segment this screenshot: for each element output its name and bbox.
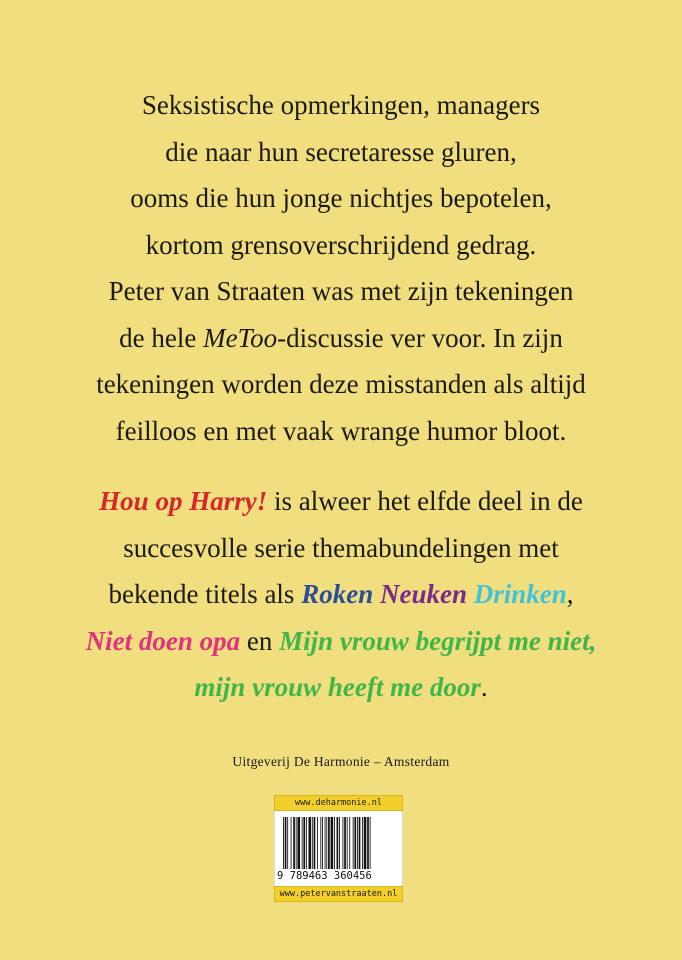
barcode-bar xyxy=(343,817,344,869)
url-top: www.deharmonie.nl xyxy=(274,795,403,811)
barcode-bar xyxy=(339,817,340,869)
barcode-bar xyxy=(359,817,361,869)
text-line xyxy=(0,478,682,525)
barcode-bar xyxy=(309,817,312,869)
barcode-bar xyxy=(337,817,339,869)
barcode-bar xyxy=(283,817,284,869)
title-niet-doen-opa: Niet doen opa xyxy=(85,625,241,656)
title-roken: Roken xyxy=(301,579,374,609)
barcode-bar xyxy=(326,817,327,869)
title-mijn-vrouw-1: Mijn vrouw begrijpt me niet, xyxy=(279,625,597,656)
text-line: tekeningen worden deze misstanden als altijd xyxy=(96,369,586,399)
barcode-bar xyxy=(291,817,292,869)
barcode-bar xyxy=(293,817,295,869)
isbn-number: 9 789463 360456 xyxy=(277,870,372,882)
text-fragment: is alweer het elfde deel in de xyxy=(267,486,583,516)
barcode-bar xyxy=(322,817,323,869)
barcode-bar xyxy=(306,817,307,869)
barcode-bar xyxy=(370,817,371,869)
text-line: Peter van Straaten was met zijn tekeningen xyxy=(108,276,574,306)
barcode-bar xyxy=(317,817,318,869)
barcode-block xyxy=(274,795,403,902)
text-line xyxy=(0,618,682,665)
barcode-bar xyxy=(320,817,321,869)
barcode-bar xyxy=(328,817,330,869)
text-fragment: bekende titels als xyxy=(108,579,302,609)
text-line: die naar hun secretaresse gluren, xyxy=(165,136,517,167)
barcode-bar xyxy=(287,817,288,869)
barcode-bar xyxy=(353,817,354,869)
barcode-bar xyxy=(312,817,313,869)
series-paragraph xyxy=(0,478,682,711)
barcode-bar xyxy=(314,817,316,869)
barcode-bar xyxy=(367,817,369,869)
barcode-bar xyxy=(344,817,346,869)
text-line: kortom grensoverschrijdend gedrag. xyxy=(145,229,537,260)
text-line xyxy=(0,315,682,362)
text-line xyxy=(0,664,682,711)
barcode-bar xyxy=(297,817,300,869)
barcode-bar xyxy=(357,817,358,869)
text-line xyxy=(0,571,682,618)
metoo-italic: MeToo xyxy=(203,322,278,353)
text-fragment: , xyxy=(566,579,574,609)
barcode-bar xyxy=(303,817,305,869)
barcode-bar xyxy=(349,817,350,869)
barcode-bar xyxy=(334,817,335,869)
description-paragraph xyxy=(0,82,682,454)
barcode-bar xyxy=(354,817,356,869)
text-fragment: -discussie ver voor. In zijn xyxy=(277,322,563,353)
barcode-bar xyxy=(285,817,287,869)
title-hou-op-harry: Hou op Harry! xyxy=(99,486,268,516)
text-line: Seksistische opmerkingen, managers xyxy=(141,90,541,120)
publisher-line: Uitgeverij De Harmonie – Amsterdam xyxy=(232,754,450,769)
text-fragment: en xyxy=(240,625,280,656)
url-bottom: www.petervanstraaten.nl xyxy=(274,886,403,902)
title-drinken: Drinken xyxy=(473,579,567,609)
title-neuken: Neuken xyxy=(379,579,467,609)
barcode-bar xyxy=(296,817,297,869)
barcode-bar xyxy=(347,817,348,869)
barcode-bar xyxy=(362,817,363,869)
title-mijn-vrouw-2: mijn vrouw heeft me door xyxy=(194,672,481,702)
text-line: ooms die hun jonge nichtjes bepotelen, xyxy=(130,183,552,213)
barcode-bars-icon xyxy=(283,817,399,869)
barcode-box xyxy=(274,811,403,886)
text-fragment: . xyxy=(480,672,488,702)
text-line: feilloos en met vaak wrange humor bloot. xyxy=(115,415,567,446)
barcode-bar xyxy=(325,817,326,869)
text-line: succesvolle serie themabundelingen met xyxy=(123,532,559,563)
barcode-bar xyxy=(302,817,303,869)
text-fragment: de hele xyxy=(119,322,204,353)
barcode-bar xyxy=(364,817,367,869)
barcode-bar xyxy=(331,817,334,869)
